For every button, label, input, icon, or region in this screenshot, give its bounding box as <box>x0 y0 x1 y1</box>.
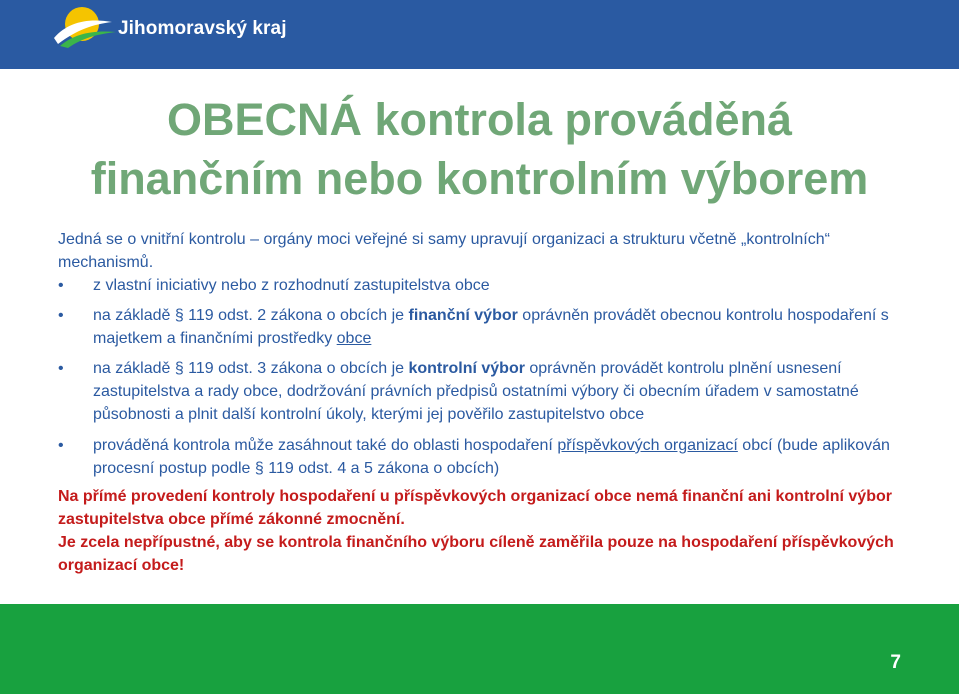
bullet-text: oprávněn provádět obecnou kontrolu hospodaření s majetkem a finančními prostředky <box>93 307 889 347</box>
bullet-item <box>58 304 903 350</box>
bullet-text: z vlastní iniciativy nebo z rozhodnutí zastupitelstva obce <box>93 277 490 294</box>
warning-paragraph-2: Je zcela nepřípustné, aby se kontrola finančního výboru cíleně zaměřila pouze na hospodaření příspěvkových organizací obce! <box>58 534 894 574</box>
warning-paragraph-1: Na přímé provedení kontroly hospodaření u příspěvkových organizací obce nemá finanční ani kontrolní výbor zastupitelstva obce přímé zákonné zmocnění. <box>58 488 892 528</box>
bullet-item <box>58 357 903 426</box>
bullet-text: prováděná kontrola může zasáhnout také do oblasti hospodaření <box>93 437 558 454</box>
bullet-text: na základě § 119 odst. 3 zákona o obcích je <box>93 360 409 377</box>
footer-bar <box>0 604 959 694</box>
bullet-emphasis: finanční výbor <box>408 307 518 324</box>
bullet-emphasis: kontrolní výbor <box>408 360 525 377</box>
bullet-list <box>58 274 903 480</box>
slide-title <box>0 90 959 208</box>
title-line-1: OBECNÁ kontrola prováděná <box>166 94 793 145</box>
header-bar <box>0 0 959 69</box>
bullet-item <box>58 274 903 297</box>
intro-paragraph: Jedná se o vnitřní kontrolu – orgány moci veřejné si samy upravují organizaci a strukturu včetně „kontrolních“ mechanismů. <box>58 231 830 271</box>
bullet-underlined: příspěvkových organizací <box>557 437 738 454</box>
logo-text: Jihomoravský kraj <box>118 18 287 39</box>
bullet-text: oprávněn provádět kontrolu plnění usnesení zastupitelstva a rady obce, dodržování právních předpisů ostatními výbory či obecním úřadem v samostatné působnosti a plnit další kontrolní úkoly, kterými jej pověřilo zastupitelstvo obce <box>93 360 859 423</box>
title-line-2: finančním nebo kontrolním výborem <box>90 153 869 204</box>
bullet-item <box>58 434 903 480</box>
bullet-underlined: obce <box>336 330 372 347</box>
jmk-logo-icon <box>52 4 118 48</box>
page-number: 7 <box>890 652 901 673</box>
slide-body <box>58 228 903 577</box>
bullet-text: na základě § 119 odst. 2 zákona o obcích je <box>93 307 409 324</box>
bullet-text: obcí (bude aplikován procesní postup podle § 119 odst. 4 a 5 zákona o obcích) <box>93 437 890 477</box>
